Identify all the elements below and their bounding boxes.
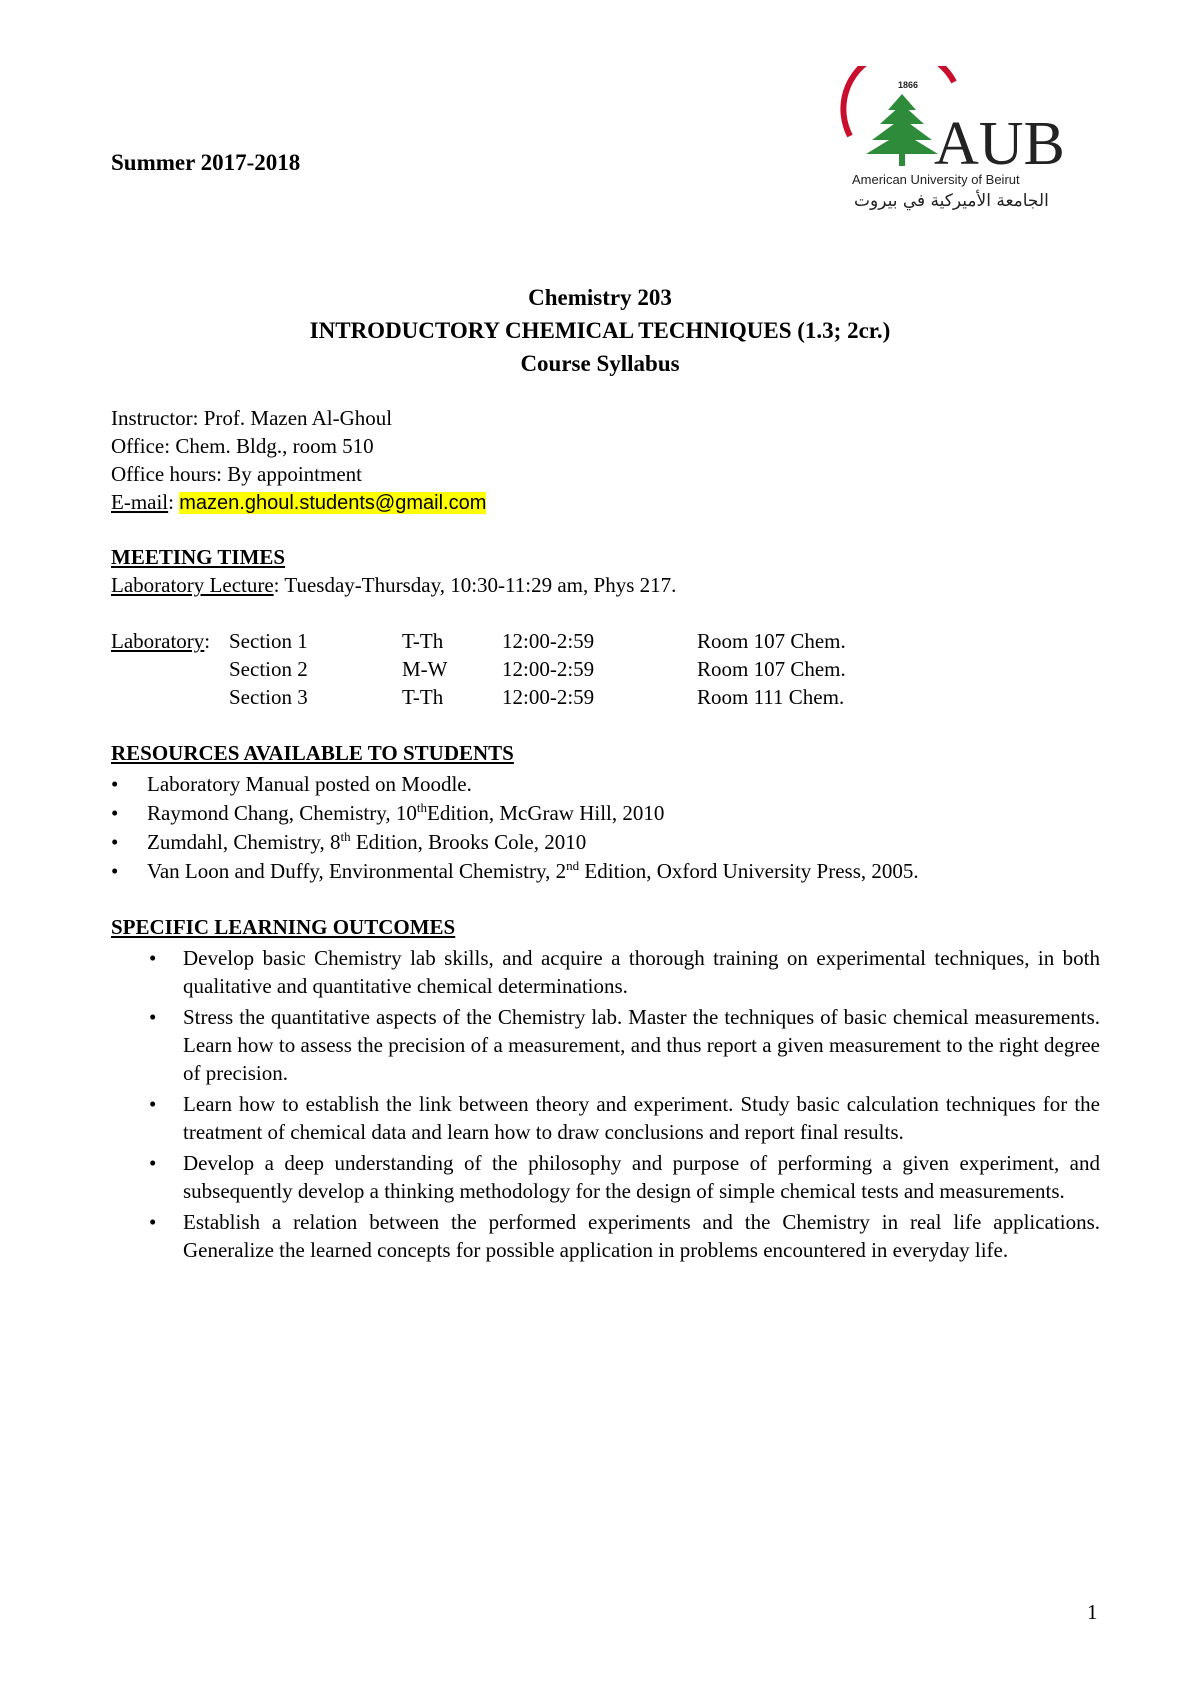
list-item: • Develop a deep understanding of the philosophy and purpose of performing a given experiment, and subsequently develop a thinking methodology for the design of simple chemical tests and measurements. [149, 1151, 1100, 1203]
email-link[interactable]: mazen.ghoul.students@gmail.com [179, 492, 487, 514]
list-item: • Learn how to establish the link between theory and experiment. Study basic calculation techniques for the treatment of chemical data and learn how to draw conclusions and report final results. [149, 1092, 1100, 1144]
section-time: 12:00-2:59 [502, 629, 595, 653]
cedar-tree-icon [866, 94, 938, 166]
office-hours-line: Office hours: By appointment [111, 462, 362, 486]
resources-heading: RESOURCES AVAILABLE TO STUDENTS [111, 741, 514, 765]
bullet-icon: • [149, 1210, 157, 1234]
list-item: • Establish a relation between the performed experiments and the Chemistry in real life applications. Generalize the learned concepts for possible application in problems encountered in everyday life. [149, 1210, 1100, 1262]
section-days: M-W [402, 657, 448, 681]
bullet-icon: • [111, 830, 119, 854]
lab-label-line: Laboratory: [111, 629, 211, 653]
list-item: • Develop basic Chemistry lab skills, and acquire a thorough training on experimental techniques, in both qualitative and quantitative chemical determinations. [149, 946, 1100, 998]
section-time: 12:00-2:59 [502, 685, 595, 709]
email-label: E-mail [111, 490, 169, 514]
logo-name-en: American University of Beirut [852, 172, 1020, 187]
aub-logo [836, 66, 1062, 216]
section-name: Section 2 [229, 657, 308, 681]
list-item: • Van Loon and Duffy, Environmental Chemistry, 2nd Edition, Oxford University Press, 2005. [111, 857, 1101, 886]
lecture-label: Laboratory Lecture [111, 573, 274, 597]
section-room: Room 107 Chem. [697, 629, 846, 653]
outcomes-list [145, 944, 1100, 1267]
course-number: Chemistry 203 [528, 285, 672, 310]
outcomes-heading: SPECIFIC LEARNING OUTCOMES [111, 915, 456, 939]
section-room: Room 107 Chem. [697, 657, 846, 681]
section-name: Section 1 [229, 629, 308, 653]
office-line: Office: Chem. Bldg., room 510 [111, 434, 374, 458]
resources-list [111, 770, 1101, 886]
bullet-icon: • [149, 1151, 157, 1175]
bullet-icon: • [111, 772, 119, 796]
lecture-value: : Tuesday-Thursday, 10:30-11:29 am, Phys 217. [273, 573, 677, 597]
section-room: Room 111 Chem. [697, 685, 845, 709]
list-item: • Zumdahl, Chemistry, 8th Edition, Brooks Cole, 2010 [111, 828, 1101, 857]
list-item: • Stress the quantitative aspects of the Chemistry lab. Master the techniques of basic chemical measurements. Learn how to assess the precision of a measurement, and thus report a given measurement to the right degree of precision. [149, 1005, 1100, 1085]
bullet-icon: • [111, 859, 119, 883]
section-name: Section 3 [229, 685, 308, 709]
document-title: Course Syllabus [520, 351, 680, 376]
section-days: T-Th [402, 685, 444, 709]
logo-year: 1866 [898, 80, 919, 90]
section-time: 12:00-2:59 [502, 657, 595, 681]
email-line: E-mail: mazen.ghoul.students@gmail.com [111, 490, 487, 514]
lecture-line [111, 573, 676, 598]
logo-name-ar: الجامعة الأميركية في بيروت [854, 191, 1049, 211]
aub-logo-graphic [836, 66, 1062, 216]
bullet-icon: • [149, 1005, 157, 1029]
list-item: • Laboratory Manual posted on Moodle. [111, 770, 1101, 799]
bullet-icon: • [149, 1092, 157, 1116]
page-number: 1 [1087, 1600, 1098, 1624]
logo-letters: AUB [934, 110, 1062, 178]
lab-label: Laboratory [111, 629, 205, 653]
bullet-icon: • [111, 801, 119, 825]
bullet-icon: • [149, 946, 157, 970]
semester-label: Summer 2017-2018 [111, 150, 301, 175]
list-item: • Raymond Chang, Chemistry, 10thEdition, McGraw Hill, 2010 [111, 799, 1101, 828]
meeting-times-heading: MEETING TIMES [111, 545, 286, 569]
instructor-line: Instructor: Prof. Mazen Al-Ghoul [111, 406, 393, 430]
section-days: T-Th [402, 629, 444, 653]
course-title: INTRODUCTORY CHEMICAL TECHNIQUES (1.3; 2cr.) [309, 318, 891, 343]
